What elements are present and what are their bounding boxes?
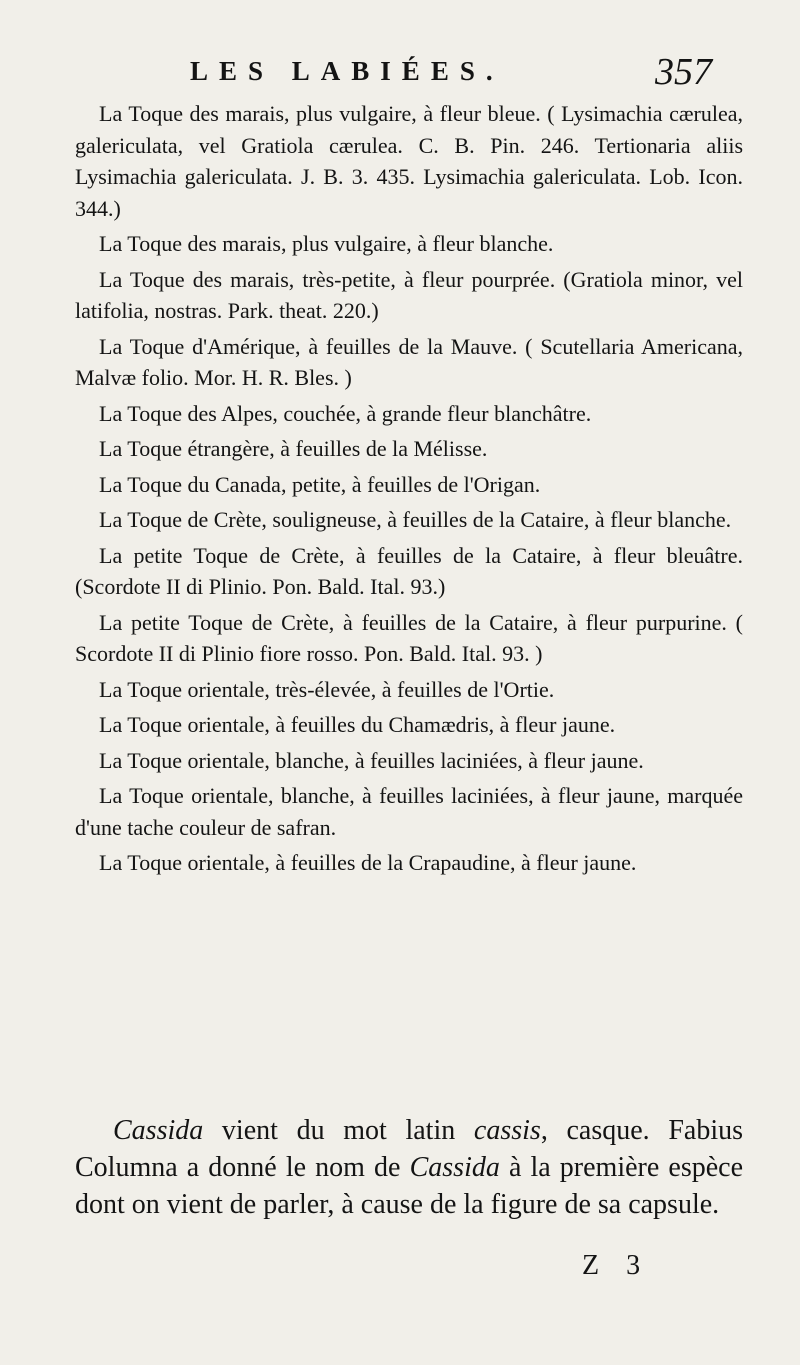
note-text: vient du mot latin	[203, 1115, 474, 1146]
signature-mark: Z 3	[582, 1250, 651, 1281]
species-entry: La Toque orientale, blanche, à feuilles laciniées, à fleur jaune, marquée d'une tache couleur de safran.	[75, 783, 743, 840]
species-entry: La Toque des marais, très-petite, à fleur pourprée. (Gratiola minor, vel latifolia, nostras. Park. theat. 220.)	[75, 266, 743, 323]
species-entry: La Toque orientale, à feuilles du Chamædris, à fleur jaune.	[99, 712, 616, 737]
species-entry: La Toque de Crète, souligneuse, à feuilles de la Cataire, à fleur blanche.	[99, 507, 732, 532]
running-title: LES LABIÉES.	[190, 56, 504, 86]
note-text: , casque. Fabius Columna a donné le nom de	[75, 1115, 744, 1183]
species-entry: La Toque des marais, plus vulgaire, à fleur blanche.	[99, 231, 554, 256]
page-number: 357	[655, 51, 712, 93]
species-entry: La Toque du Canada, petite, à feuilles de l'Origan.	[99, 471, 541, 497]
term-cassida: Cassida	[113, 1115, 204, 1146]
species-entry: La Toque des Alpes, couchée, à grande fleur blanchâtre.	[99, 400, 592, 426]
species-entry: La Toque orientale, blanche, à feuilles laciniées, à fleur jaune.	[99, 747, 644, 773]
species-entry: La Toque des marais, plus vulgaire, à fleur bleue. ( Lysimachia cærulea, galericulata, vel Gratiola cærulea. C. B. Pin. 246. Tertionaria aliis Lysimachia galericulata. J. B. 3. 435. Lysimachia galericulata. Lob. Icon. 344.)	[75, 101, 743, 221]
note-text: à la première espèce dont on vient de parler, à cause de la figure de sa capsule.	[75, 1152, 744, 1220]
term-cassida: Cassida	[409, 1152, 500, 1183]
species-entry: La petite Toque de Crète, à feuilles de la Cataire, à fleur purpurine. ( Scordote II di Plinio fiore rosso. Pon. Bald. Ital. 93. )	[75, 609, 743, 666]
species-entry: La Toque étrangère, à feuilles de la Mélisse.	[99, 436, 488, 461]
page-header	[0, 50, 800, 100]
term-cassis: cassis	[473, 1115, 541, 1146]
species-list	[75, 98, 743, 883]
species-entry: La petite Toque de Crète, à feuilles de la Cataire, à fleur bleuâtre. (Scordote II di Plinio. Pon. Bald. Ital. 93.)	[75, 542, 743, 599]
species-entry: La Toque d'Amérique, à feuilles de la Mauve. ( Scutellaria Americana, Malvæ folio. Mor. H. R. Bles. )	[75, 333, 743, 390]
species-entry: La Toque orientale, à feuilles de la Crapaudine, à fleur jaune.	[99, 850, 637, 875]
species-entry: La Toque orientale, très-élevée, à feuilles de l'Ortie.	[99, 676, 555, 702]
etymology-note	[75, 1112, 743, 1223]
